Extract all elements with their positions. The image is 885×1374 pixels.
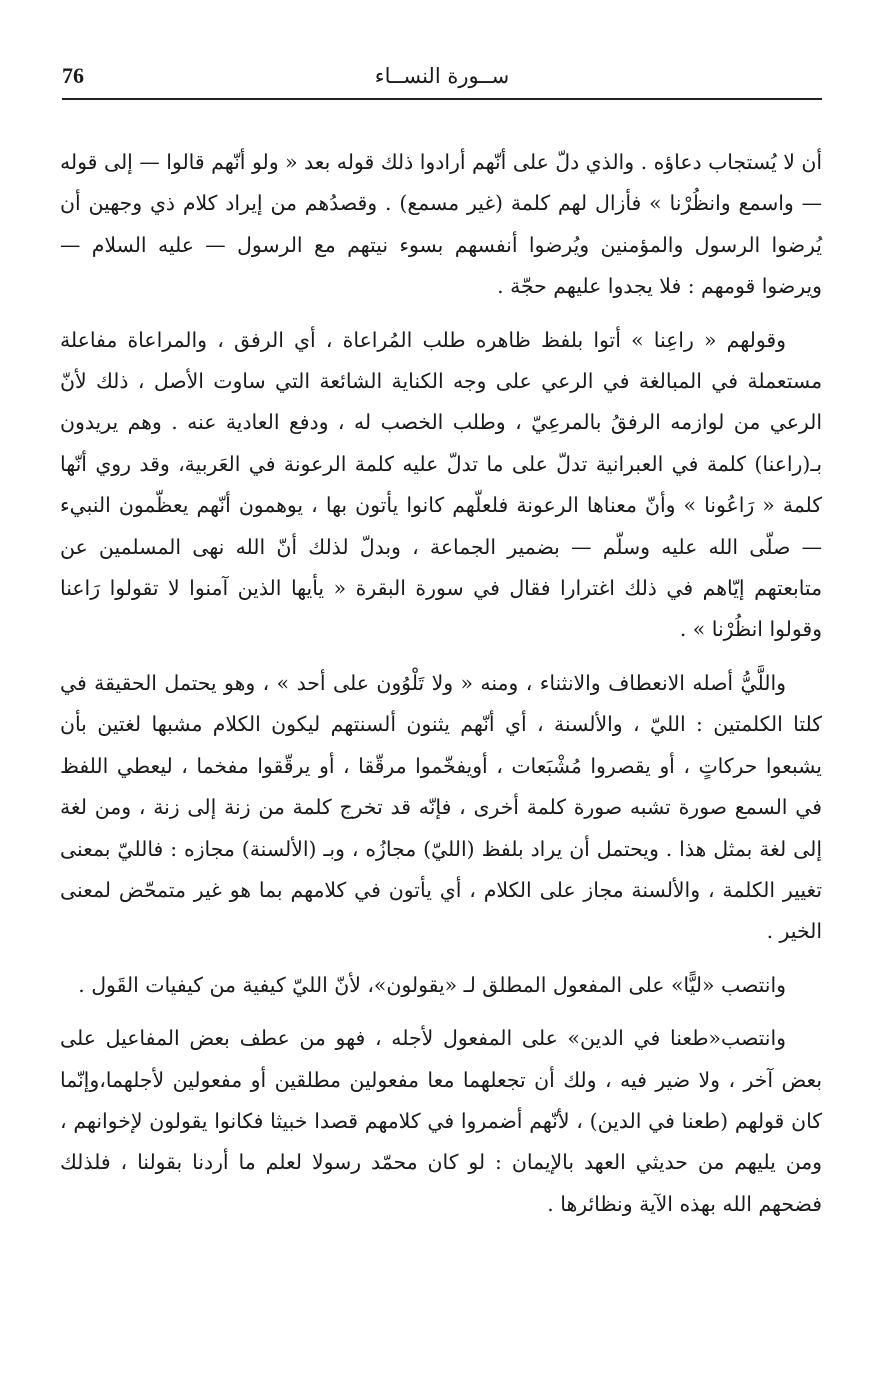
header-divider bbox=[62, 98, 822, 100]
paragraph: أن لا يُستجاب دعاؤه . والذي دلّ على أنّهم أرادوا ذلك قوله بعد « ولو أنّهم قالوا — إلى قوله — واسمع وانظُرْنا » فأزال لهم كلمة (غير مسمع) . وقصدُهم من إيراد كلام ذي وجهين أن يُرضوا الرسول والمؤمنين ويُرضوا أنفسهم بسوء نيتهم مع الرسول — عليه السلام — ويرضوا قومهم : فلا يجدوا عليهم حجّة . bbox=[60, 150, 822, 299]
paragraph: واللَّيُّ أصله الانعطاف والانثناء ، ومنه « ولا تَلْوُون على أحد » ، وهو يحتمل الحقيقة في كلتا الكلمتين : الليّ ، والألسنة ، أي أنّهم يثنون ألسنتهم ليكون الكلام مشبها لغتين بأن يشبعوا حركاتٍ ، أو يقصروا مُشْبَعات ، أويفخّموا مرقّقا ، أو يرقّقوا مفخما ، ليعطي اللفظ في السمع صورة تشبه صورة كلمة أخرى ، فإنّه قد تخرج كلمة من زنة إلى زنة ، ومن لغة إلى لغة بمثل هذا . ويحتمل أن يراد بلفظ (الليّ) مجازُه ، وبـ (الألسنة) مجازه : فالليّ بمعنى تغيير الكلمة ، والألسنة مجاز على الكلام ، أي يأتون في كلامهم بما هو غير متمحّض لمعنى الخير . bbox=[60, 670, 822, 944]
paragraph: وانتصب «ليًّا» على المفعول المطلق لـ «يقولون»، لأنّ الليّ كيفية من كيفيات القَول . bbox=[78, 972, 786, 997]
page-number: 76 bbox=[62, 63, 84, 88]
page-header bbox=[62, 58, 822, 94]
paragraph: وقولهم « راعِنا » أتوا بلفظ ظاهره طلب المُراعاة ، أي الرفق ، والمراعاة مفاعلة مستعملة في المبالغة في الرعي على وجه الكناية الشائعة التي ساوت الأصل ، ذلك لأنّ الرعي من لوازمه الرفقُ بالمرعِيّ ، وطلب الخصب له ، ودفع العادية عنه . وهم يريدون بـ(راعنا) كلمة في العبرانية تدلّ على ما تدلّ عليه كلمة الرعونة في العَربية، وقد روي أنّها كلمة « رَاعُونا » وأنّ معناها الرعونة فلعلّهم كانوا يأتون بها ، يوهمون أنّهم يعظّمون النبيء — صلّى الله عليه وسلّم — بضمير الجماعة ، وبدلّ لذلك أنّ الله نهى المسلمين عن متابعتهم إيّاهم في ذلك اغترارا فقال في سورة البقرة « يأيها الذين آمنوا لا تقولوا رَاعنا وقولوا انظُرْنا » . bbox=[60, 327, 822, 642]
page-body bbox=[60, 142, 822, 1237]
surah-title: ســورة النســاء bbox=[374, 64, 510, 88]
paragraph: وانتصب«طعنا في الدين» على المفعول لأجله ، فهو من عطف بعض المفاعيل على بعض آخر ، ولا ضير فيه ، ولك أن تجعلهما معا مفعولين مطلقين أو مفعولين لأجلهما،وإنّما كان قولهم (طعنا في الدين) ، لأنّهم أضمروا في كلامهم قصدا خبيثا فكانوا يقولون لإخوانهم ، ومن يليهم من حديثي العهد بالإيمان : لو كان محمّد رسولا لعلم ما أردنا بقولنا ، فلذلك فضحهم الله بهذه الآية ونظائرها . bbox=[60, 1026, 822, 1216]
